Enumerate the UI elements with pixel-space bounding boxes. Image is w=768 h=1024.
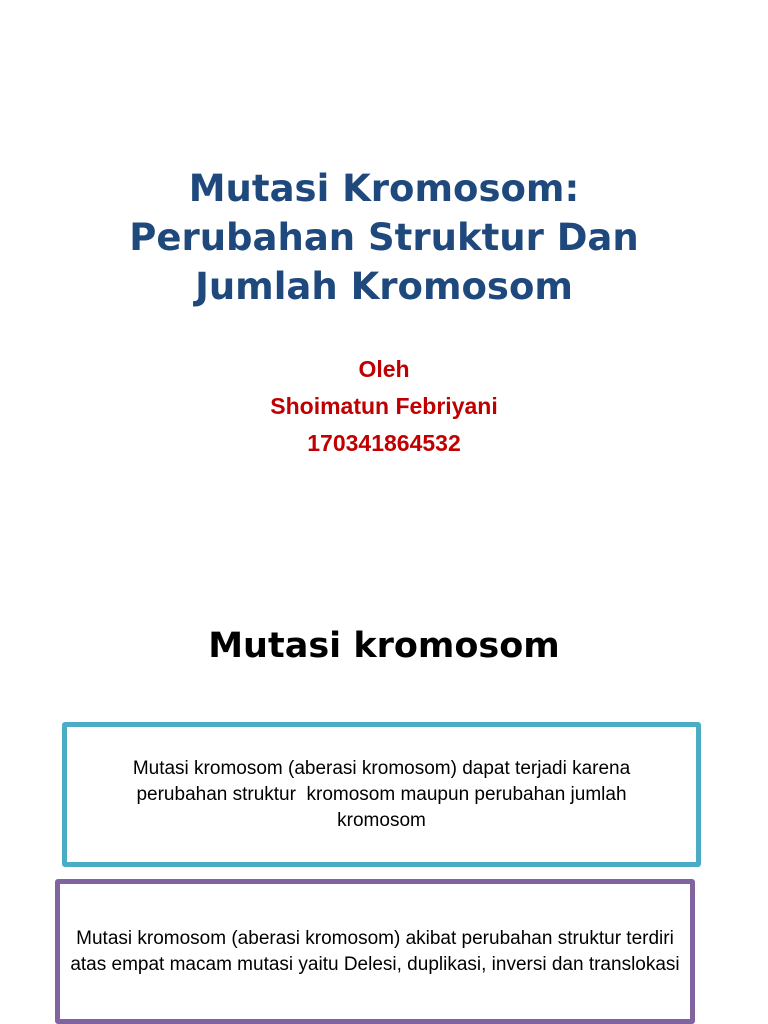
definition-text: Mutasi kromosom (aberasi kromosom) dapat terjadi karena perubahan struktur kromosom maupun perubahan jumlah kromosom: [132, 757, 636, 831]
structure-mutation-text: Mutasi kromosom (aberasi kromosom) akibat perubahan struktur terdiri atas empat macam mutasi yaitu Delesi, duplikasi, inversi dan translokasi: [70, 927, 680, 975]
author-id: 170341864532: [307, 430, 461, 456]
slide-title-line-3: Jumlah Kromosom: [195, 265, 573, 308]
author-block: [0, 351, 768, 462]
slide-title: [0, 164, 768, 311]
definition-box: [62, 722, 701, 867]
section-title: Mutasi kromosom: [208, 626, 560, 666]
slide-title-line-2: Perubahan Struktur Dan: [129, 216, 639, 259]
author-by-label: Oleh: [358, 356, 410, 382]
structure-mutation-box: [55, 879, 695, 1024]
slide-title-line-1: Mutasi Kromosom:: [188, 167, 580, 210]
author-name: Shoimatun Febriyani: [270, 393, 498, 419]
